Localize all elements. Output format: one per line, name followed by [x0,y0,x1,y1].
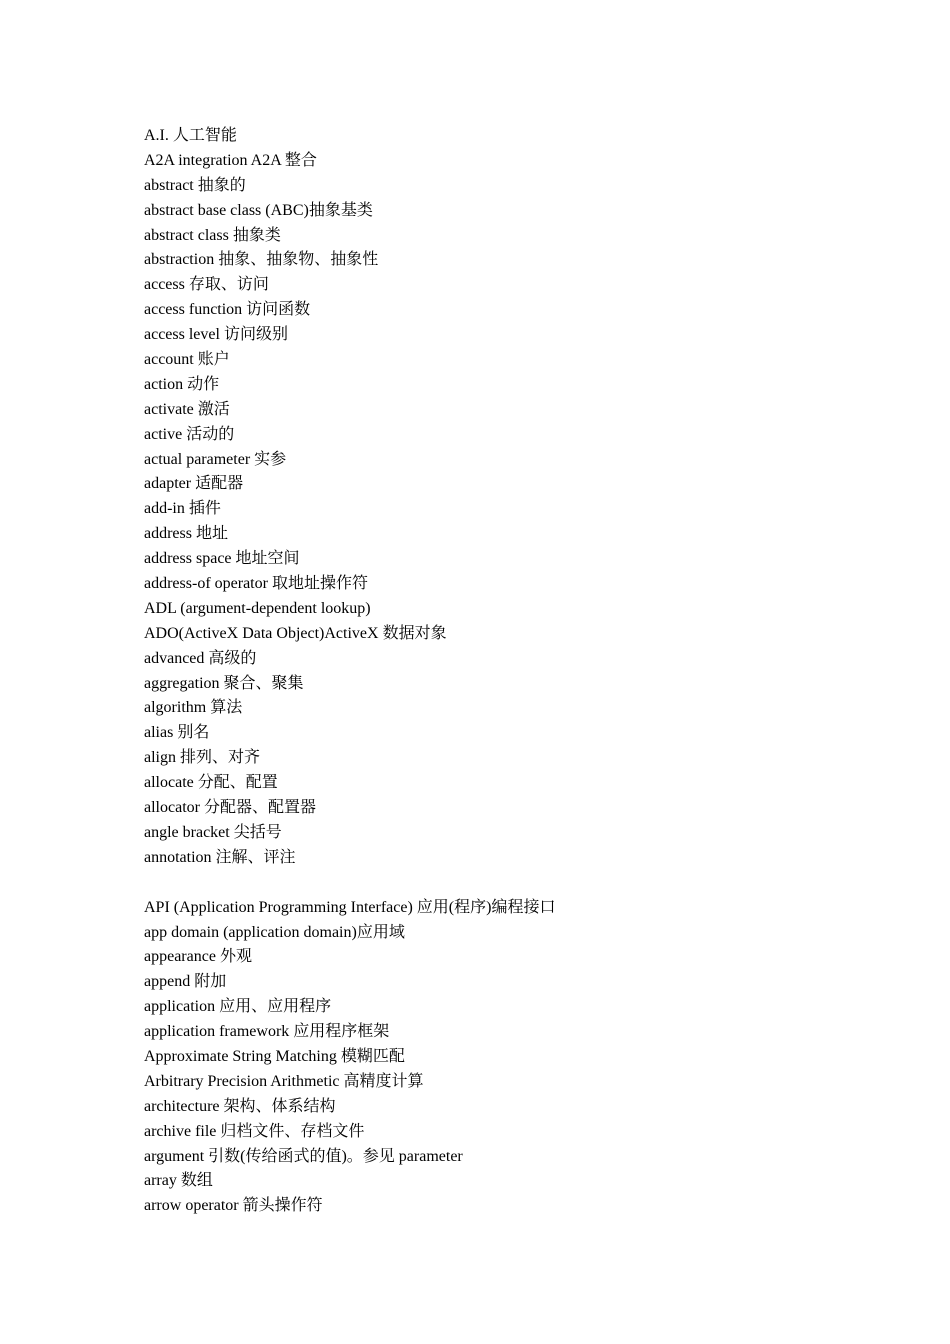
glossary-entry: actual parameter 实参 [144,450,287,468]
glossary-entry: active 活动的 [144,425,235,443]
glossary-entry: abstract class 抽象类 [144,226,281,244]
glossary-entry: Arbitrary Precision Arithmetic 高精度计算 [144,1072,424,1090]
glossary-entry: API (Application Programming Interface) 应用(程序)编程接口 [144,898,556,916]
glossary-entry: append 附加 [144,973,227,991]
glossary-entry: algorithm 算法 [144,699,243,717]
glossary-entry: application framework 应用程序框架 [144,1023,390,1041]
glossary-entry: A2A integration A2A 整合 [144,151,317,169]
glossary-entry: aggregation 聚合、聚集 [144,674,304,692]
glossary-entry: argument 引数(传给函式的值)。参见 parameter [144,1147,463,1165]
glossary-entry: address 地址 [144,525,228,543]
glossary-entry: A.I. 人工智能 [144,127,237,144]
glossary-entry: allocator 分配器、配置器 [144,799,316,817]
glossary-entry: angle bracket 尖括号 [144,823,282,841]
blank-line [144,871,904,896]
glossary-entry: align 排列、对齐 [144,749,260,767]
glossary-entry: allocate 分配、配置 [144,774,278,792]
glossary-entry: access level 访问级别 [144,326,288,344]
glossary-entry: ADO(ActiveX Data Object)ActiveX 数据对象 [144,624,447,642]
glossary-entry: adapter 适配器 [144,475,244,493]
glossary-entry: access 存取、访问 [144,276,269,294]
glossary-entry: action 动作 [144,375,220,393]
glossary-entry: account 账户 [144,351,230,369]
glossary-entry: arrow operator 箭头操作符 [144,1197,323,1215]
glossary-entry: appearance 外观 [144,948,252,966]
glossary-entry: address space 地址空间 [144,550,300,568]
glossary-entry: array 数组 [144,1172,213,1190]
glossary-entry: abstract base class (ABC)抽象基类 [144,201,373,219]
glossary-entry: add-in 插件 [144,500,221,518]
glossary-list [144,124,904,1219]
glossary-entry: application 应用、应用程序 [144,998,332,1016]
glossary-entry: address-of operator 取地址操作符 [144,575,368,593]
glossary-entry: app domain (application domain)应用域 [144,923,405,941]
glossary-entry: access function 访问函数 [144,301,311,319]
glossary-entry: advanced 高级的 [144,649,257,667]
glossary-entry: Approximate String Matching 模糊匹配 [144,1047,405,1065]
glossary-entry: annotation 注解、评注 [144,848,296,866]
glossary-entry: ADL (argument-dependent lookup) [144,599,371,617]
glossary-entry: abstract 抽象的 [144,176,246,194]
glossary-entry: architecture 架构、体系结构 [144,1097,336,1115]
glossary-entry: abstraction 抽象、抽象物、抽象性 [144,251,379,269]
glossary-entry: alias 别名 [144,724,210,742]
glossary-entry: archive file 归档文件、存档文件 [144,1122,365,1140]
glossary-entry: activate 激活 [144,400,230,418]
